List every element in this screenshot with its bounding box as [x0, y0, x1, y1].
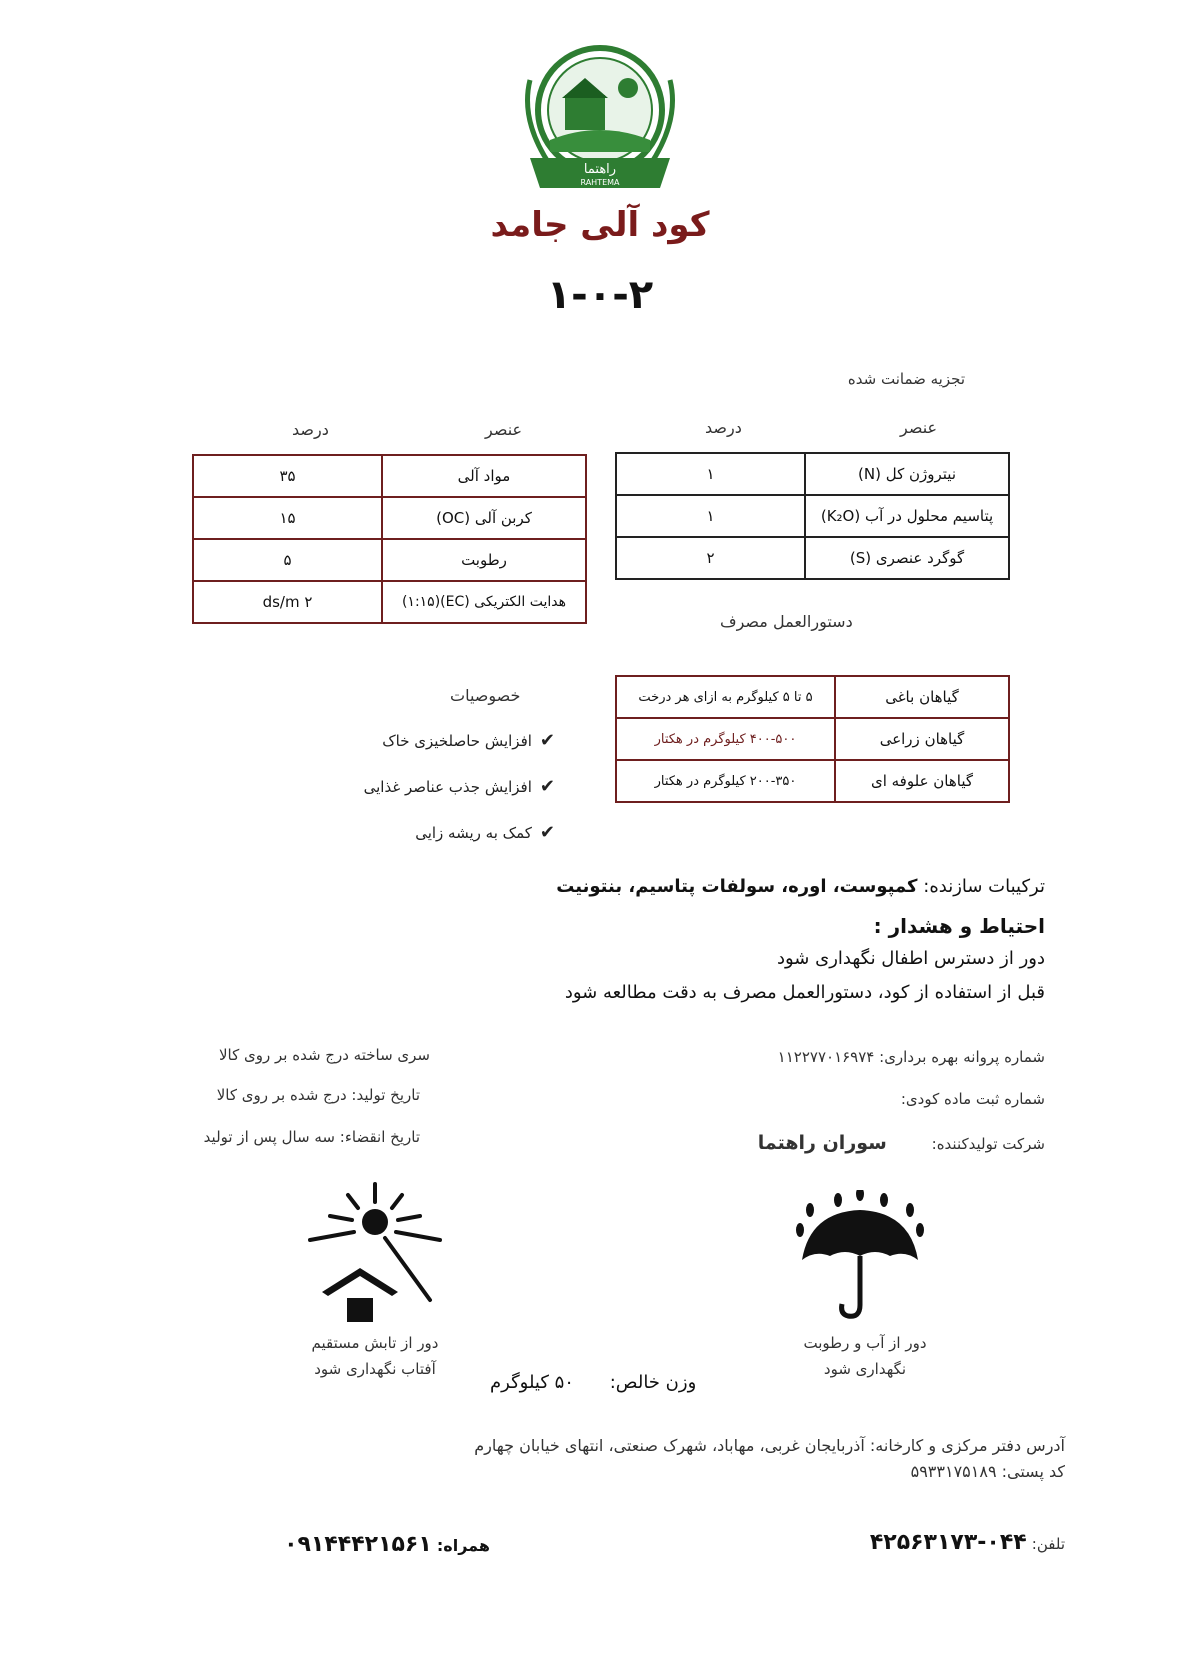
weight-value: ۵۰ کیلوگرم: [490, 1372, 574, 1393]
mobile-label: همراه:: [436, 1536, 490, 1555]
table-row: [193, 497, 586, 539]
table-cell-plant: گیاهان باغی: [835, 676, 1009, 718]
phone: [870, 1530, 1065, 1555]
table-cell-element: هدایت الکتریکی (EC)(۱:۱۵): [382, 581, 586, 623]
usage-heading: دستورالعمل مصرف: [720, 612, 853, 631]
license-line: [778, 1048, 1045, 1066]
company-label: شرکت تولیدکننده:: [931, 1135, 1045, 1153]
table-cell-plant: گیاهان زراعی: [835, 718, 1009, 760]
feature-item: ✔افزایش حاصلخیزی خاک: [382, 730, 555, 751]
composition-value: کمپوست، اوره، سولفات پتاسیم، بنتونیت: [556, 876, 918, 897]
checkmark-icon: ✔: [539, 822, 555, 843]
license-value: ۱۱۲۲۷۷۰۱۶۹۷۴: [777, 1048, 875, 1066]
table-cell-element: مواد آلی: [382, 455, 586, 497]
table-cell-element: نیتروژن کل (N): [805, 453, 1009, 495]
table-row: [616, 495, 1009, 537]
table-cell-element: پتاسیم محلول در آب (K₂O): [805, 495, 1009, 537]
guarantee-table-right: [615, 452, 1010, 580]
table-row: [193, 539, 586, 581]
table-row: [616, 676, 1009, 718]
table-row: [193, 581, 586, 623]
warning-line: قبل از استفاده از کود، دستورالعمل مصرف به دقت مطالعه شود: [564, 982, 1045, 1003]
table-cell-dose: ۲۰۰-۳۵۰ کیلوگرم در هکتار: [616, 760, 835, 802]
license-label: شماره پروانه بهره برداری:: [879, 1048, 1045, 1066]
phone-label: تلفن:: [1031, 1535, 1065, 1553]
left-header-element: عنصر: [485, 420, 523, 439]
feature-item: ✔افزایش جذب عناصر غذایی: [363, 776, 555, 797]
company-value: سوران راهتما: [757, 1132, 887, 1154]
checkmark-icon: ✔: [539, 730, 555, 751]
table-cell-percent: ۲ ds/m: [193, 581, 382, 623]
table-cell-percent: ۵: [193, 539, 382, 581]
composition: [556, 876, 1045, 897]
table-cell-percent: ۳۵: [193, 455, 382, 497]
table-row: [616, 537, 1009, 579]
mobile: [284, 1532, 490, 1557]
table-row: [616, 718, 1009, 760]
guarantee-table-left: [192, 454, 587, 624]
umbrella-icon: [790, 1190, 930, 1330]
phone-value: ۰۴۴-۴۲۵۶۳۱۷۳: [869, 1530, 1027, 1555]
composition-label: ترکیبات سازنده:: [923, 876, 1045, 897]
table-cell-percent: ۲: [616, 537, 805, 579]
table-cell-plant: گیاهان علوفه ای: [835, 760, 1009, 802]
sun-shelter-icon: [300, 1180, 450, 1330]
table-cell-element: کربن آلی (OC): [382, 497, 586, 539]
product-title: کود آلی جامد: [490, 205, 710, 245]
address-line: آدرس دفتر مرکزی و کارخانه: آذربایجان غربی، مهاباد، شهرک صنعتی، انتهای خیابان چهارم: [474, 1436, 1065, 1455]
sun-caption: دور از تابش مستقیم آفتاب نگهداری شود: [311, 1334, 439, 1378]
checkmark-icon: ✔: [539, 776, 555, 797]
net-weight: [490, 1372, 696, 1393]
warning-line: دور از دسترس اطفال نگهداری شود: [776, 948, 1045, 969]
usage-table: [615, 675, 1010, 803]
mobile-value: ۰۹۱۴۴۴۲۱۵۶۱: [284, 1532, 432, 1557]
npk-formula: ۱-۰-۲: [546, 272, 654, 318]
umbrella-caption: دور از آب و رطوبت نگهداری شود: [803, 1334, 927, 1378]
table-row: [616, 453, 1009, 495]
feature-item: ✔کمک به ریشه زایی: [415, 822, 555, 843]
expiry-text: تاریخ انقضاء: سه سال پس از تولید: [203, 1128, 420, 1146]
production-date-text: تاریخ تولید: درج شده بر روی کالا: [216, 1086, 420, 1104]
logo-text: راهتما: [583, 162, 617, 177]
weight-label: وزن خالص:: [609, 1372, 697, 1393]
brand-logo: [510, 40, 690, 200]
right-header-percent: درصد: [705, 418, 742, 437]
guarantee-heading: تجزیه ضمانت شده: [847, 370, 965, 388]
serial-text: سری ساخته درج شده بر روی کالا: [218, 1046, 430, 1064]
postal-code: کد پستی: ۵۹۳۳۱۷۵۱۸۹: [910, 1462, 1065, 1481]
table-cell-dose: ۴۰۰-۵۰۰ کیلوگرم در هکتار: [616, 718, 835, 760]
table-cell-element: گوگرد عنصری (S): [805, 537, 1009, 579]
table-cell-element: رطوبت: [382, 539, 586, 581]
registry-label: شماره ثبت ماده کودی:: [900, 1090, 1045, 1108]
left-header-percent: درصد: [292, 420, 329, 439]
table-cell-percent: ۱: [616, 453, 805, 495]
table-row: [193, 455, 586, 497]
table-cell-percent: ۱۵: [193, 497, 382, 539]
table-cell-dose: ۵ تا ۵ کیلوگرم به ازای هر درخت: [616, 676, 835, 718]
table-cell-percent: ۱: [616, 495, 805, 537]
warning-heading: احتیاط و هشدار :: [873, 914, 1045, 938]
features-heading: خصوصیات: [450, 686, 521, 705]
logo-subtext: RAHTEMA: [580, 178, 620, 187]
company-line: [758, 1132, 1045, 1154]
right-header-element: عنصر: [900, 418, 938, 437]
table-row: [616, 760, 1009, 802]
